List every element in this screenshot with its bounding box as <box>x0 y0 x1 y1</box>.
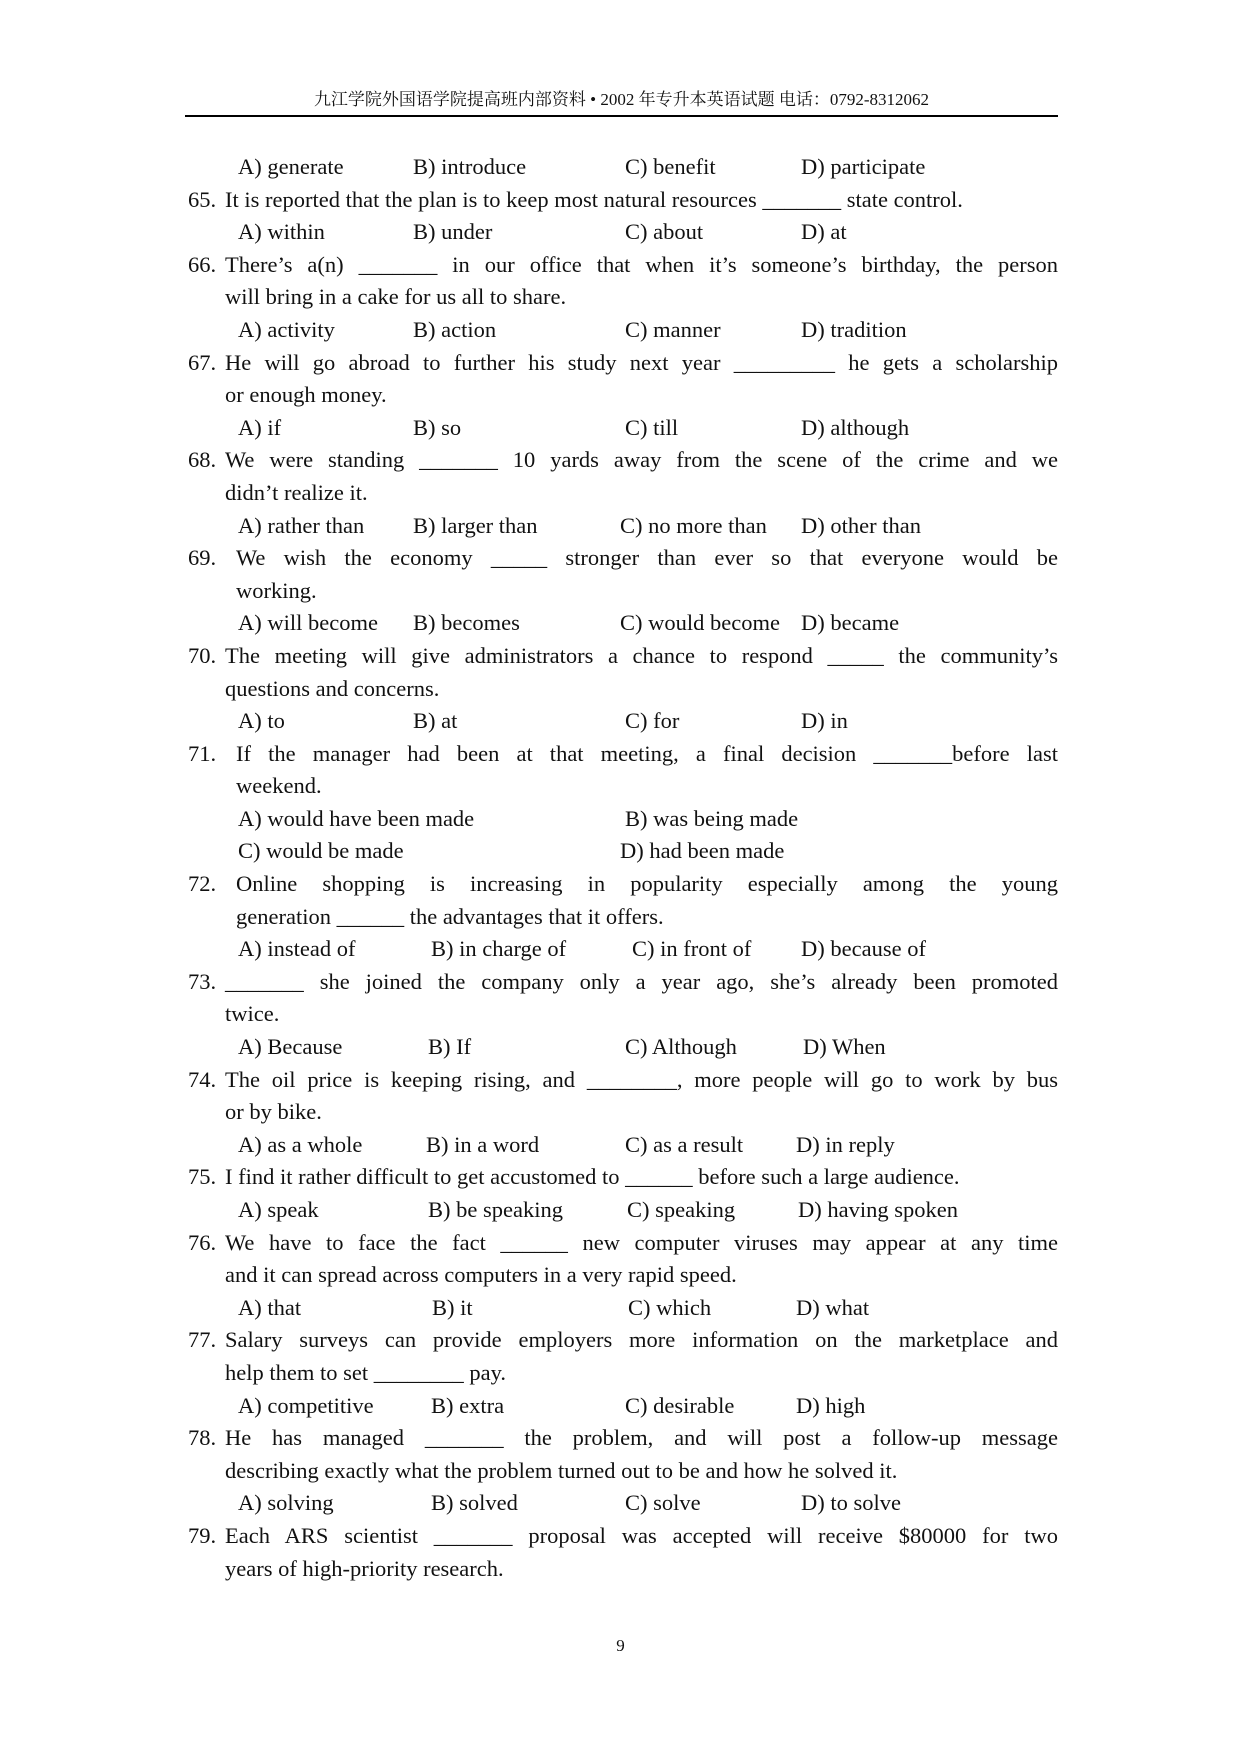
option-c[interactable]: C) as a result <box>625 1131 744 1157</box>
question-70 <box>188 640 1058 738</box>
header-rule <box>185 115 1058 117</box>
previous-question-options <box>188 151 1058 184</box>
option-a[interactable]: A) that <box>238 1294 302 1320</box>
option-d[interactable]: D) When <box>803 1034 886 1060</box>
option-a[interactable]: A) will become <box>238 610 378 636</box>
question-text: If the manager had been at that meeting, a final decision _______before last <box>236 740 1058 766</box>
option-c[interactable]: C) till <box>625 414 679 440</box>
option-a[interactable]: A) to <box>238 708 285 734</box>
question-text: Online shopping is increasing in popularity especially among the young <box>236 871 1058 897</box>
question-number: 75. <box>188 1164 217 1190</box>
question-text: Each ARS scientist _______ proposal was accepted will receive $80000 for two <box>225 1522 1058 1548</box>
option-a[interactable]: A) as a whole <box>238 1131 363 1157</box>
option-a[interactable]: A) if <box>238 414 282 440</box>
option-c[interactable]: C) would become <box>620 610 780 636</box>
option-c[interactable]: C) desirable <box>625 1392 735 1418</box>
question-text: We have to face the fact ______ new computer viruses may appear at any time <box>225 1229 1058 1255</box>
question-text-continued: help them to set ________ pay. <box>225 1359 506 1385</box>
question-text-continued: working. <box>236 577 317 603</box>
option-b[interactable]: B) action <box>413 316 497 342</box>
option-b[interactable]: B) so <box>413 414 462 440</box>
answer-options <box>188 1487 1058 1520</box>
answer-options <box>188 835 1058 868</box>
option-b[interactable]: B) If <box>428 1034 472 1060</box>
option-a[interactable]: A) within <box>238 219 325 245</box>
question-text: We were standing _______ 10 yards away from the scene of the crime and we <box>225 447 1058 473</box>
answer-options <box>188 933 1058 966</box>
question-text-continued: questions and concerns. <box>225 675 440 701</box>
page-number: 9 <box>616 1636 625 1655</box>
option-c[interactable]: C) benefit <box>625 154 716 179</box>
answer-options <box>188 216 1058 249</box>
option-a[interactable]: A) activity <box>238 316 335 342</box>
question-text-continued: years of high-priority research. <box>225 1555 504 1581</box>
option-b[interactable]: B) solved <box>431 1490 518 1516</box>
question-72 <box>188 868 1058 966</box>
question-73 <box>188 966 1058 1064</box>
option-d[interactable]: D) to solve <box>801 1490 901 1516</box>
question-text-continued: or by bike. <box>225 1099 322 1125</box>
answer-options <box>188 803 1058 836</box>
question-number: 69. <box>188 545 217 571</box>
option-d[interactable]: D) had been made <box>620 838 785 864</box>
option-a[interactable]: A) competitive <box>238 1392 374 1418</box>
option-c[interactable]: C) manner <box>625 316 721 342</box>
option-c[interactable]: C) speaking <box>627 1197 736 1222</box>
option-c[interactable]: C) for <box>625 708 680 734</box>
question-number: 73. <box>188 968 217 994</box>
question-text-continued: generation ______ the advantages that it offers. <box>236 903 664 929</box>
question-text-continued: describing exactly what the problem turned out to be and how he solved it. <box>225 1457 898 1483</box>
answer-options <box>188 705 1058 738</box>
option-b[interactable]: B) extra <box>431 1392 505 1418</box>
option-a[interactable]: A) Because <box>238 1034 343 1060</box>
answer-options <box>188 510 1058 543</box>
option-c[interactable]: C) would be made <box>238 838 404 864</box>
option-b[interactable]: B) be speaking <box>428 1197 563 1222</box>
question-text-continued: didn’t realize it. <box>225 479 368 505</box>
option-d[interactable]: D) tradition <box>801 316 907 342</box>
question-list <box>188 151 1058 1585</box>
option-d[interactable]: D) other than <box>801 512 921 538</box>
question-number: 77. <box>188 1327 217 1353</box>
option-b[interactable]: B) it <box>432 1294 473 1320</box>
question-71 <box>188 738 1058 868</box>
option-c[interactable]: C) in front of <box>632 936 752 962</box>
option-a[interactable]: A) would have been made <box>238 805 475 831</box>
question-text: I find it rather difficult to get accustomed to ______ before such a large audience. <box>225 1164 960 1190</box>
question-number: 65. <box>188 186 217 212</box>
option-b[interactable]: B) in a word <box>426 1131 540 1157</box>
question-number: 78. <box>188 1425 217 1451</box>
question-text-continued: and it can spread across computers in a very rapid speed. <box>225 1262 737 1288</box>
option-d[interactable]: D) having spoken <box>798 1197 958 1222</box>
question-68 <box>188 444 1058 542</box>
question-text-continued: will bring in a cake for us all to share. <box>225 284 567 310</box>
option-c[interactable]: C) solve <box>625 1490 701 1516</box>
option-b[interactable]: B) at <box>413 708 458 734</box>
question-number: 76. <box>188 1229 217 1255</box>
question-76 <box>188 1227 1058 1325</box>
question-69 <box>188 542 1058 640</box>
question-number: 70. <box>188 642 217 668</box>
question-text: He has managed _______ the problem, and will post a follow-up message <box>225 1425 1058 1451</box>
option-d[interactable]: D) what <box>796 1294 870 1320</box>
option-c[interactable]: C) which <box>628 1294 712 1320</box>
question-text: The oil price is keeping rising, and ________, more people will go to work by bus <box>225 1066 1058 1092</box>
option-d[interactable]: D) in reply <box>796 1131 895 1157</box>
option-d[interactable]: D) became <box>801 610 900 636</box>
question-67 <box>188 347 1058 445</box>
question-79 <box>188 1520 1058 1585</box>
question-text: The meeting will give administrators a chance to respond _____ the community’s <box>225 642 1058 668</box>
answer-options <box>188 412 1058 445</box>
question-text: Salary surveys can provide employers more information on the marketplace and <box>225 1327 1058 1353</box>
option-d[interactable]: D) participate <box>801 154 926 179</box>
answer-options <box>188 1031 1058 1064</box>
question-65 <box>188 184 1058 249</box>
answer-options <box>188 607 1058 640</box>
question-text: _______ she joined the company only a year ago, she’s already been promoted <box>225 968 1058 994</box>
question-75 <box>188 1161 1058 1226</box>
option-b[interactable]: B) under <box>413 219 493 245</box>
option-b[interactable]: B) larger than <box>413 512 538 538</box>
option-c[interactable]: C) no more than <box>620 512 767 538</box>
option-a[interactable]: A) speak <box>238 1197 319 1222</box>
question-number: 79. <box>188 1522 217 1548</box>
answer-options <box>188 1390 1058 1423</box>
option-d[interactable]: D) because of <box>801 936 926 962</box>
option-c[interactable]: C) about <box>625 219 704 245</box>
option-d[interactable]: D) at <box>801 219 847 245</box>
answer-options <box>188 314 1058 347</box>
answer-options <box>188 1194 1058 1227</box>
question-77 <box>188 1324 1058 1422</box>
option-b[interactable]: B) was being made <box>625 805 799 831</box>
option-c[interactable]: C) Although <box>625 1034 737 1060</box>
question-number: 68. <box>188 447 217 473</box>
question-number: 74. <box>188 1066 217 1092</box>
option-d[interactable]: D) although <box>801 414 910 440</box>
question-number: 66. <box>188 251 217 277</box>
option-a[interactable]: A) instead of <box>238 936 356 962</box>
question-text: We wish the economy _____ stronger than ever so that everyone would be <box>236 545 1058 571</box>
question-text: There’s a(n) _______ in our office that when it’s someone’s birthday, the person <box>225 251 1058 277</box>
option-a[interactable]: A) rather than <box>238 512 365 538</box>
option-b[interactable]: B) becomes <box>413 610 520 636</box>
question-text: It is reported that the plan is to keep most natural resources _______ state control. <box>225 186 963 212</box>
question-text-continued: twice. <box>225 1001 280 1027</box>
question-number: 72. <box>188 871 217 897</box>
question-number: 71. <box>188 740 217 766</box>
option-b[interactable]: B) introduce <box>413 154 527 179</box>
option-a[interactable]: A) solving <box>238 1490 334 1516</box>
question-number: 67. <box>188 349 217 375</box>
question-66 <box>188 249 1058 347</box>
question-text-continued: or enough money. <box>225 382 387 408</box>
option-a[interactable]: A) generate <box>238 154 344 179</box>
page-header: 九江学院外国语学院提高班内部资料 • 2002 年专升本英语试题 电话：0792-8312062 <box>313 90 930 109</box>
question-78 <box>188 1422 1058 1520</box>
option-d[interactable]: D) high <box>796 1392 866 1418</box>
question-74 <box>188 1064 1058 1162</box>
question-text-continued: weekend. <box>236 773 322 799</box>
option-d[interactable]: D) in <box>801 708 848 734</box>
option-b[interactable]: B) in charge of <box>431 936 567 962</box>
answer-options <box>188 1129 1058 1162</box>
answer-options <box>188 1292 1058 1325</box>
question-text: He will go abroad to further his study next year _________ he gets a scholarship <box>225 349 1058 375</box>
